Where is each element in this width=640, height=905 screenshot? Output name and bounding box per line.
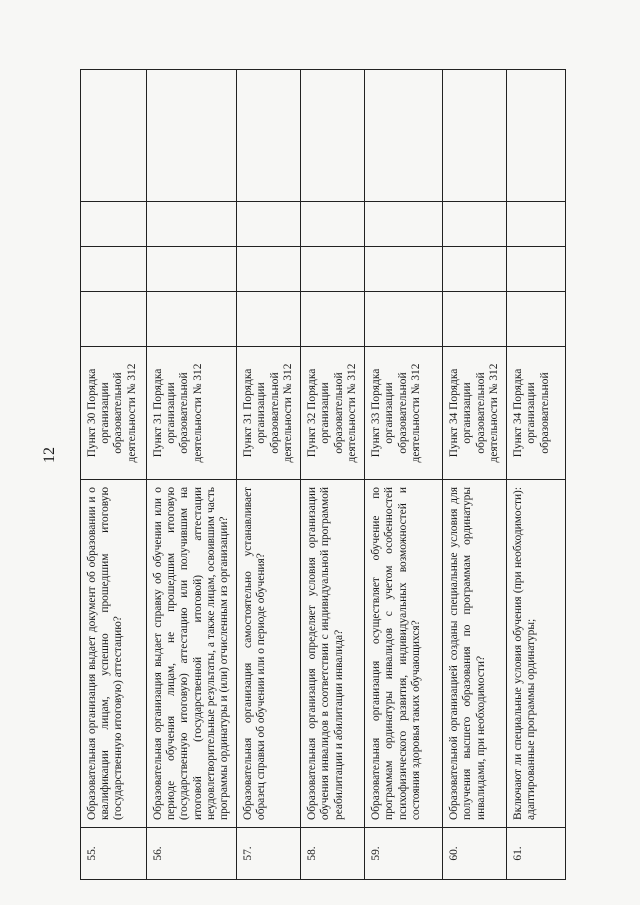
answer-yes-cell xyxy=(507,292,566,347)
row-number: 56. xyxy=(147,828,237,880)
remarks-cell xyxy=(301,70,365,202)
not-applicable-cell xyxy=(81,202,147,247)
answer-yes-cell xyxy=(147,292,237,347)
checklist-table xyxy=(80,69,566,880)
remarks-cell xyxy=(81,70,147,202)
legal-reference: Пункт 34 Порядка организации образовательной деятельности № 312 xyxy=(443,347,507,480)
answer-no-cell xyxy=(147,247,237,292)
row-number: 60. xyxy=(443,828,507,880)
table-row xyxy=(365,70,443,880)
question-text: Образовательная организация определяет условия организации обучения инвалидов в соответствии с индивидуальной программой реабилитации и абилитации инвалида? xyxy=(301,480,365,828)
not-applicable-cell xyxy=(237,202,301,247)
remarks-cell xyxy=(365,70,443,202)
table-row xyxy=(147,70,237,880)
table-row xyxy=(507,70,566,880)
legal-reference: Пункт 34 Порядка организации образовательной xyxy=(507,347,566,480)
row-number: 55. xyxy=(81,828,147,880)
legal-reference: Пункт 30 Порядка организации образовательной деятельности № 312 xyxy=(81,347,147,480)
not-applicable-cell xyxy=(507,202,566,247)
answer-no-cell xyxy=(443,247,507,292)
answer-yes-cell xyxy=(81,292,147,347)
not-applicable-cell xyxy=(301,202,365,247)
question-text: Образовательная организация самостоятельно устанавливает образец справки об обучении или о периоде обучения? xyxy=(237,480,301,828)
remarks-cell xyxy=(443,70,507,202)
row-number: 61. xyxy=(507,828,566,880)
not-applicable-cell xyxy=(365,202,443,247)
answer-no-cell xyxy=(365,247,443,292)
row-number: 58. xyxy=(301,828,365,880)
not-applicable-cell xyxy=(443,202,507,247)
not-applicable-cell xyxy=(147,202,237,247)
remarks-cell xyxy=(507,70,566,202)
answer-yes-cell xyxy=(237,292,301,347)
table-row xyxy=(237,70,301,880)
legal-reference: Пункт 31 Порядка организации образовательной деятельности № 312 xyxy=(237,347,301,480)
answer-no-cell xyxy=(507,247,566,292)
answer-yes-cell xyxy=(301,292,365,347)
table-row xyxy=(81,70,147,880)
question-text: Образовательная организация выдает справку об обучении или о периоде обучения лицам, не прошедшим итоговую (государственную итоговую) аттестацию или получившим на итоговой (государственной итоговой) аттестации неудовлетворительные результаты, а также лицам, освоившим часть программы ординатуры и (или) отчисленным из организации? xyxy=(147,480,237,828)
question-text: Включают ли специальные условия обучения (при необходимости): адаптированные программы ординатуры; xyxy=(507,480,566,828)
legal-reference: Пункт 31 Порядка организации образовательной деятельности № 312 xyxy=(147,347,237,480)
checklist-table-wrapper xyxy=(80,70,553,880)
question-text: Образовательная организация выдает документ об образовании и о квалификации лицам, успешно прошедшим итоговую (государственную итоговую) аттестацию? xyxy=(81,480,147,828)
legal-reference: Пункт 32 Порядка организации образовательной деятельности № 312 xyxy=(301,347,365,480)
legal-reference: Пункт 33 Порядка организации образовательной деятельности № 312 xyxy=(365,347,443,480)
row-number: 57. xyxy=(237,828,301,880)
page-number: 12 xyxy=(41,447,58,463)
question-text: Образовательная организация осуществляет обучение по программам ординатуры инвалидов с учетом особенностей психофизического развития, индивидуальных возможностей и состояния здоровья таких обучающихся? xyxy=(365,480,443,828)
answer-yes-cell xyxy=(365,292,443,347)
table-row xyxy=(301,70,365,880)
question-text: Образовательной организацией созданы специальные условия для получения высшего образования по программам ординатуры инвалидами, при необходимости? xyxy=(443,480,507,828)
answer-yes-cell xyxy=(443,292,507,347)
answer-no-cell xyxy=(237,247,301,292)
row-number: 59. xyxy=(365,828,443,880)
table-row xyxy=(443,70,507,880)
answer-no-cell xyxy=(301,247,365,292)
answer-no-cell xyxy=(81,247,147,292)
remarks-cell xyxy=(237,70,301,202)
remarks-cell xyxy=(147,70,237,202)
